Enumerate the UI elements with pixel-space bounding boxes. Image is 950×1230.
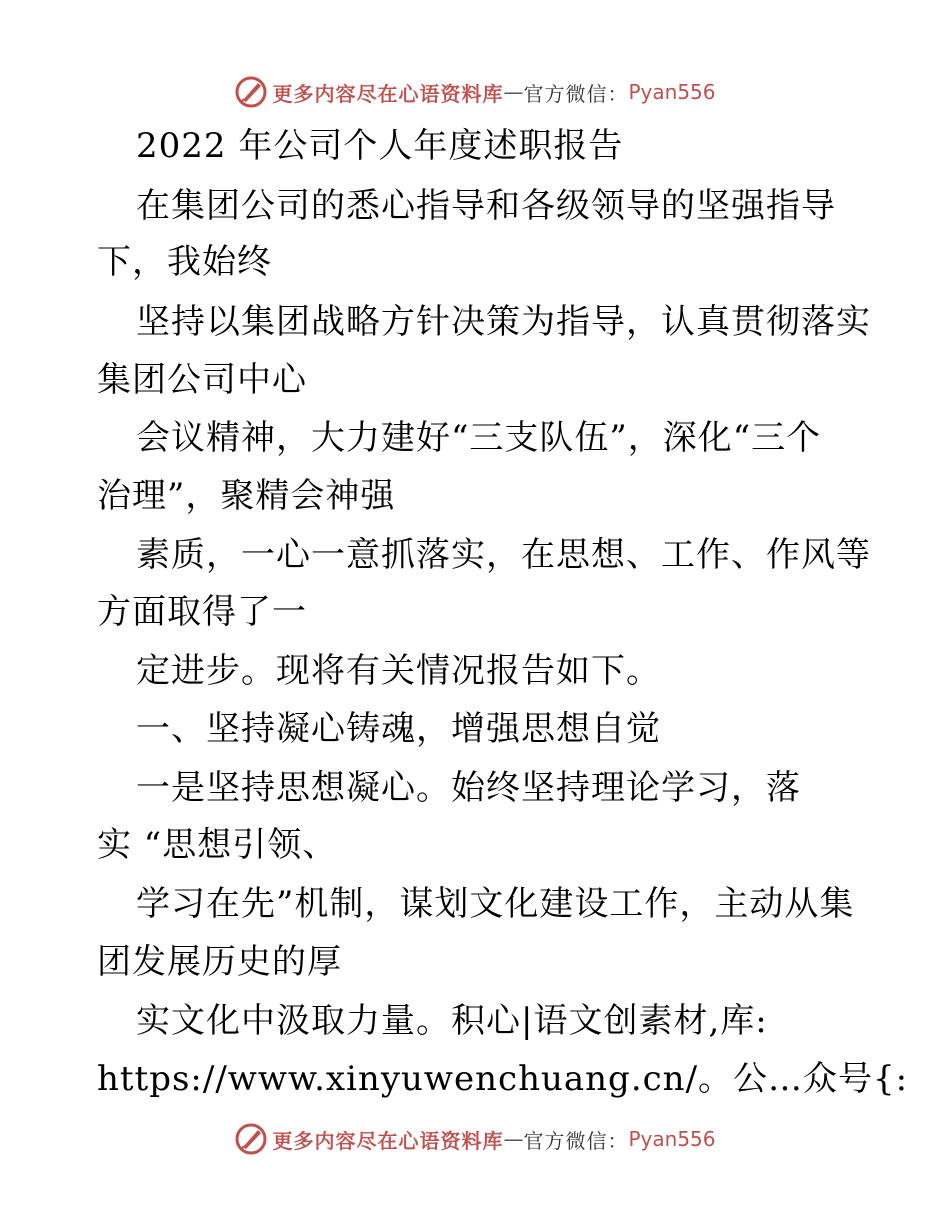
- text-line: 集团公司中心: [97, 360, 307, 400]
- text-line: 学习在先”机制，谋划文化建设工作，主动从集: [136, 884, 855, 924]
- watermark-wechat-label: 官方微信：: [523, 1128, 629, 1153]
- document-title: 2022 年公司个人年度述职报告: [136, 126, 624, 166]
- text-line: 一是坚持思想凝心。始终坚持理论学习，落: [136, 768, 801, 808]
- text-line: 团发展历史的厚: [97, 942, 342, 982]
- section-heading: 一、坚持凝心铸魂，增强思想自觉: [136, 709, 661, 749]
- text-line: 下，我始终: [97, 242, 272, 282]
- text-line: 素质，一心一意抓落实，在思想、工作、作风等: [136, 535, 871, 575]
- watermark-footer: [0, 1119, 950, 1159]
- text-line: 治理”，聚精会神强: [97, 476, 396, 516]
- text-line: 实文化中汲取力量。积心|语文创素材,库:: [136, 1001, 768, 1041]
- text-line: 定进步。现将有关情况报告如下。: [136, 651, 661, 691]
- quill-logo-icon: [234, 1122, 268, 1156]
- watermark-separator: —: [503, 1127, 524, 1151]
- text-line: 在集团公司的悉心指导和各级领导的坚强指导: [136, 186, 836, 226]
- watermark-handle: Pyan556: [628, 1127, 716, 1151]
- watermark-wechat-label: 官方微信：: [523, 81, 629, 106]
- watermark-brand: 更多内容尽在心语资料库: [272, 81, 504, 106]
- watermark-handle: Pyan556: [628, 80, 716, 104]
- watermark-brand: 更多内容尽在心语资料库: [272, 1128, 504, 1153]
- text-line: https://www.xinyuwenchuang.cn/。公…众号{:: [97, 1059, 909, 1099]
- watermark-separator: —: [503, 80, 524, 104]
- text-line: 实 “思想引领、: [97, 825, 338, 865]
- text-line: 坚持以集团战略方针决策为指导，认真贯彻落实: [136, 302, 871, 342]
- text-line: 方面取得了一: [97, 592, 307, 632]
- text-line: 会议精神，大力建好“三支队伍”，深化“三个: [136, 418, 822, 458]
